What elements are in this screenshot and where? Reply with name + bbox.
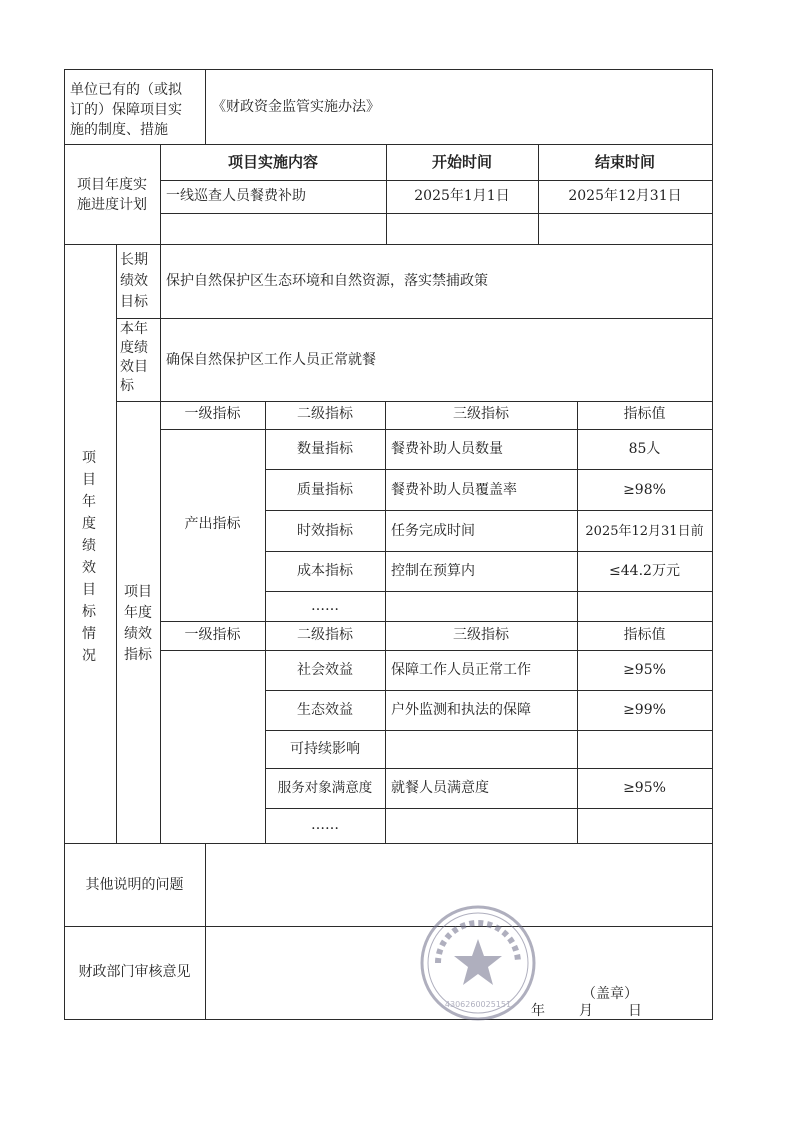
date-month: 月	[579, 1003, 593, 1019]
row-divider	[116, 401, 713, 402]
col-divider	[205, 843, 206, 1020]
long-term-value: 保护自然保护区生态环境和自然资源，落实禁捕政策	[166, 273, 488, 289]
row-divider	[265, 510, 713, 511]
header-value: 指标值	[623, 627, 666, 643]
output-value: ≤44.2万元	[609, 563, 680, 579]
row-divider	[265, 469, 713, 470]
row-divider	[64, 926, 713, 927]
output-level2: 时效指标	[297, 523, 353, 539]
output-level1: 产出指标	[184, 516, 241, 532]
performance-label: 项目年度绩效目标情况	[82, 450, 96, 664]
effect-value: ≥99%	[623, 702, 666, 718]
row-divider	[265, 591, 713, 592]
system-label-line: 订的）保障项目实	[70, 102, 182, 118]
output-level3: 任务完成时间	[391, 523, 475, 539]
output-ellipsis: ……	[311, 598, 339, 614]
header-level1: 一级指标	[184, 627, 241, 643]
header-level3: 三级指标	[453, 627, 509, 643]
header-level2: 二级指标	[297, 627, 353, 643]
row-divider	[160, 621, 713, 622]
output-level2: 数量指标	[297, 441, 353, 457]
system-label-line: 施的制度、措施	[70, 122, 168, 138]
row-divider	[64, 843, 713, 844]
output-value: ≥98%	[623, 482, 666, 498]
row-divider	[265, 768, 713, 769]
seal-label: （盖章）	[582, 986, 638, 1002]
row-divider	[160, 180, 713, 181]
header-level2: 二级指标	[297, 406, 353, 422]
output-level2: 成本指标	[297, 563, 353, 579]
effect-level2: 服务对象满意度	[277, 780, 373, 796]
system-label	[70, 80, 182, 140]
col-divider	[385, 401, 386, 844]
schedule-end: 2025年12月31日	[568, 188, 682, 204]
effect-level2: 生态效益	[297, 702, 353, 718]
effect-level3: 保障工作人员正常工作	[391, 662, 531, 678]
long-term-label: 长期绩效目标	[120, 252, 148, 310]
schedule-label	[64, 175, 160, 215]
effect-level2: 社会效益	[297, 662, 353, 678]
schedule-header-end: 结束时间	[594, 153, 655, 171]
table-border-bottom	[64, 1019, 713, 1020]
date-day: 日	[628, 1003, 642, 1019]
row-divider	[116, 318, 713, 319]
schedule-label-line: 项目年度实	[77, 177, 147, 193]
date-year: 年	[531, 1003, 545, 1019]
row-divider	[64, 144, 713, 145]
schedule-content: 一线巡查人员餐费补助	[166, 188, 306, 204]
row-divider	[265, 730, 713, 731]
system-value: 《财政资金监管实施办法》	[212, 99, 380, 115]
effect-value: ≥95%	[623, 780, 666, 796]
effect-ellipsis: ……	[311, 817, 339, 833]
schedule-header-start: 开始时间	[431, 153, 492, 171]
output-level2: 质量指标	[297, 482, 353, 498]
effect-level3: 户外监测和执法的保障	[391, 702, 531, 718]
col-divider	[205, 69, 206, 145]
col-divider	[265, 401, 266, 844]
output-value: 2025年12月31日前	[585, 524, 704, 539]
output-level3: 餐费补助人员数量	[391, 441, 503, 457]
row-divider	[160, 213, 713, 214]
finance-label: 财政部门审核意见	[78, 964, 191, 980]
row-divider	[64, 244, 713, 245]
row-divider	[160, 429, 713, 430]
col-divider	[116, 244, 117, 844]
schedule-label-line: 施进度计划	[77, 197, 147, 213]
system-label-line: 单位已有的（或拟	[70, 82, 182, 98]
output-level3: 控制在预算内	[391, 563, 475, 579]
header-value: 指标值	[623, 406, 666, 422]
col-divider	[160, 244, 161, 844]
schedule-header-content: 项目实施内容	[227, 153, 318, 171]
indicator-label: 项目年度绩效指标	[124, 584, 152, 663]
output-value: 85人	[628, 441, 661, 457]
schedule-start: 2025年1月1日	[414, 188, 510, 204]
annual-value: 确保自然保护区工作人员正常就餐	[166, 352, 376, 368]
header-level1: 一级指标	[184, 406, 241, 422]
effect-level2: 可持续影响	[290, 741, 360, 757]
official-seal-stamp	[418, 903, 538, 1023]
table-border-top	[64, 69, 713, 70]
table-border-right	[712, 69, 713, 1020]
annual-label: 本年度绩效目标	[120, 321, 148, 394]
row-divider	[265, 551, 713, 552]
effect-level3: 就餐人员满意度	[391, 780, 489, 796]
header-level3: 三级指标	[453, 406, 509, 422]
other-label: 其他说明的问题	[85, 877, 184, 893]
col-divider	[577, 401, 578, 844]
row-divider	[160, 650, 713, 651]
row-divider	[265, 808, 713, 809]
output-level3: 餐费补助人员覆盖率	[391, 482, 517, 498]
row-divider	[265, 690, 713, 691]
stamp-number: 4306260025151	[444, 1000, 512, 1009]
effect-value: ≥95%	[623, 662, 666, 678]
